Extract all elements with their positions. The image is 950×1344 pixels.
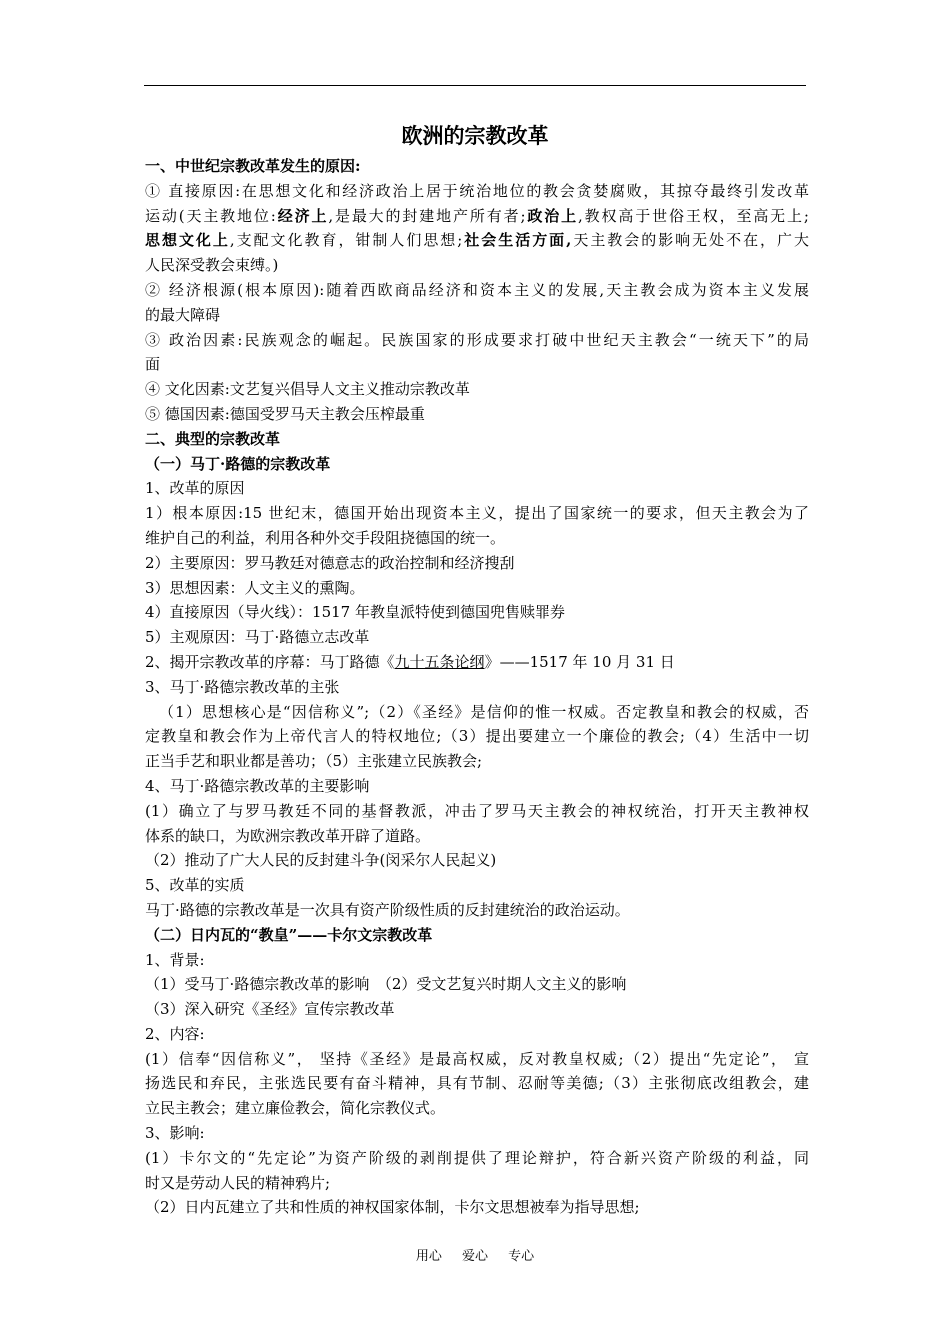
- page-footer: [0, 1247, 950, 1267]
- paragraph-line: [145, 204, 809, 229]
- text-span: 2、揭开宗教改革的序幕：马丁路德《: [145, 652, 395, 671]
- paragraph-line: [145, 228, 809, 253]
- paragraph-line: 4）直接原因（导火线）：1517 年教皇派特使到德国兜售赎罪券: [145, 603, 565, 622]
- paragraph-line: 1）根本原因:15 世纪末，德国开始出现资本主义，提出了国家统一的要求，但天主教会为了: [145, 504, 809, 523]
- footer-word: 用心: [415, 1249, 442, 1264]
- document-body: [145, 154, 809, 1220]
- paragraph-line: 3）思想因素：人文主义的熏陶。: [145, 578, 365, 597]
- text-span: ,支配文化教育，钳制人们思想;: [229, 231, 463, 250]
- paragraph-line: ② 经济根源(根本原因):随着西欧商品经济和资本主义的发展,天主教会成为资本主义发展: [145, 280, 809, 299]
- text-span: ,教权高于世俗王权，至高无上;: [578, 206, 809, 225]
- paragraph-line: (1）确立了与罗马教廷不同的基督教派，冲击了罗马天主教会的神权统治，打开天主教神权: [145, 801, 809, 820]
- paragraph-line: 定教皇和教会作为上帝代言人的特权地位;（3）提出要建立一个廉俭的教会;（4）生活中一切: [145, 727, 809, 746]
- subsection-heading: （二）日内瓦的“教皇”——卡尔文宗教改革: [145, 925, 433, 944]
- paragraph-line: 时又是劳动人民的精神鸦片;: [145, 1173, 331, 1192]
- text-span: ,是最大的封建地产所有者;: [328, 206, 526, 225]
- paragraph-line: 面: [145, 355, 161, 374]
- paragraph-line: 5）主观原因：马丁·路德立志改革: [145, 628, 370, 647]
- paragraph-line: ④ 文化因素:文艺复兴倡导人文主义推动宗教改革: [145, 380, 470, 399]
- paragraph-line: ① 直接原因:在思想文化和经济政治上居于统治地位的教会贪婪腐败，其掠夺最终引发改革: [145, 181, 809, 200]
- paragraph-line: （2）日内瓦建立了共和性质的神权国家体制，卡尔文思想被奉为指导思想;: [145, 1198, 640, 1217]
- paragraph-line: 体系的缺口，为欧洲宗教改革开辟了道路。: [145, 826, 431, 845]
- paragraph-line: 人民深受教会束缚。): [145, 256, 279, 275]
- footer-word: 爱心: [461, 1249, 488, 1264]
- paragraph-line: （1）受马丁·路德宗教改革的影响 （2）受文艺复兴时期人文主义的影响: [145, 975, 627, 994]
- paragraph-line: 的最大障碍: [145, 305, 221, 324]
- header-rule: [144, 85, 806, 86]
- paragraph-line: 2）主要原因：罗马教廷对德意志的政治控制和经济搜刮: [145, 553, 515, 572]
- item-heading: 3、马丁·路德宗教改革的主张: [145, 677, 340, 696]
- bold-text: 思想文化上: [145, 231, 230, 250]
- paragraph-line: (1）卡尔文的“先定论”为资产阶级的剥削提供了理论辩护，符合新兴资产阶级的利益，同: [145, 1148, 809, 1167]
- paragraph-line: ③ 政治因素:民族观念的崛起。民族国家的形成要求打破中世纪天主教会“一统天下”的局: [145, 330, 809, 349]
- item-heading: 2、内容:: [145, 1024, 205, 1043]
- text-span: 》——1517 年 10 月 31 日: [484, 652, 675, 671]
- item-heading: 3、影响:: [145, 1124, 205, 1143]
- bold-text: 经济上: [275, 206, 329, 225]
- page-title: 欧洲的宗教改革: [401, 123, 549, 148]
- paragraph-line: (1）信奉“因信称义”， 坚持《圣经》是最高权威，反对教皇权威;（2）提出“先定论”， 宣: [145, 1049, 809, 1068]
- paragraph-line: 正当手艺和职业都是善功；（5）主张建立民族教会;: [145, 752, 483, 771]
- text-span: 运动(天主教地位:: [145, 206, 276, 225]
- text-span: 天主教会的影响无处不在，广大: [571, 231, 809, 250]
- paragraph-line: （1）思想核心是“因信称义”;（2）《圣经》是信仰的惟一权威。否定教皇和教会的权威，否: [159, 702, 809, 721]
- paragraph-line: ⑤ 德国因素:德国受罗马天主教会压榨最重: [145, 404, 425, 423]
- item-heading: 4、马丁·路德宗教改革的主要影响: [145, 776, 370, 795]
- paragraph-line: 维护自己的利益，利用各种外交手段阻挠德国的统一。: [145, 528, 506, 547]
- paragraph-line: 扬选民和弃民，主张选民要有奋斗精神，具有节制、忍耐等美德;（3）主张彻底改组教会，建: [145, 1074, 809, 1093]
- paragraph-line: [145, 650, 809, 675]
- footer-word: 专心: [508, 1249, 535, 1264]
- item-heading: 1、改革的原因: [145, 479, 245, 498]
- section-heading: 二、典型的宗教改革: [145, 429, 281, 448]
- item-heading: 1、背景:: [145, 950, 205, 969]
- bold-text: 社会生活方面,: [462, 231, 572, 250]
- bold-text: 政治上: [525, 206, 579, 225]
- paragraph-line: （2）推动了广大人民的反封建斗争(闵采尔人民起义): [145, 851, 497, 870]
- paragraph-line: 马丁·路德的宗教改革是一次具有资产阶级性质的反封建统治的政治运动。: [145, 900, 630, 919]
- paragraph-line: （3）深入研究《圣经》宣传宗教改革: [145, 1000, 395, 1019]
- underlined-title: 九十五条论纲: [394, 652, 485, 671]
- section-heading: 一、中世纪宗教改革发生的原因:: [145, 157, 361, 175]
- item-heading: 5、改革的实质: [145, 876, 245, 895]
- paragraph-line: 立民主教会；建立廉俭教会，简化宗教仪式。: [145, 1099, 446, 1118]
- subsection-heading: （一）马丁·路德的宗教改革: [145, 454, 331, 473]
